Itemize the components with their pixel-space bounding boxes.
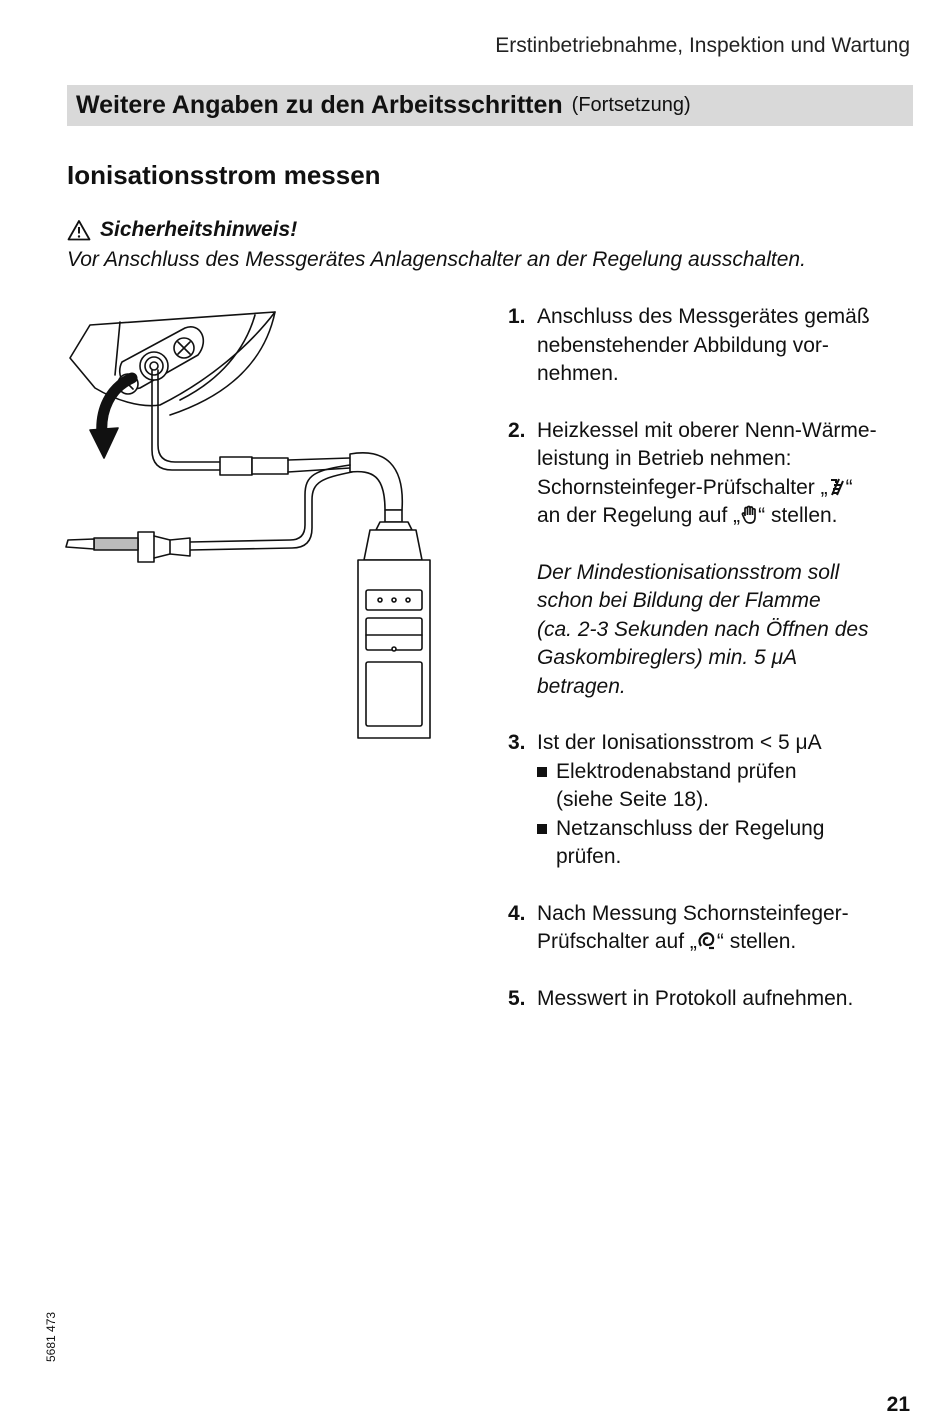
step-number: 1.: [508, 305, 526, 328]
section-title: Weitere Angaben zu den Arbeitsschritten: [76, 91, 563, 119]
step-list: [508, 303, 928, 1013]
step-text-line: Anschluss des Messgerätes gemäß: [537, 305, 870, 328]
note-line: Gaskombireglers) min. 5 μA: [537, 646, 798, 669]
document-number: 5681 473: [44, 1311, 58, 1362]
section-subtitle: (Fortsetzung): [571, 94, 691, 116]
step-text-line: Prüfschalter auf „ “ stellen.: [537, 930, 797, 953]
hand-manual-icon: [740, 505, 758, 525]
step-text-line: Messwert in Protokoll aufnehmen.: [537, 986, 854, 1010]
step-text-line: Nach Messung Schornsteinfeger-: [537, 901, 849, 925]
normal-operation-icon: [697, 931, 717, 951]
step-3: [508, 729, 928, 872]
step-5: [508, 985, 928, 1014]
step-text-line: leistung in Betrieb nehmen:: [537, 447, 792, 470]
step-text-line: Schornsteinfeger-Prüfschalter „ “: [537, 475, 853, 499]
section-title-bar: [67, 85, 913, 126]
step-number: 2.: [508, 418, 526, 442]
measuring-instrument: [358, 510, 430, 738]
step-number: 5.: [508, 986, 526, 1010]
step-text-line: nebenstehender Abbildung vor-: [537, 333, 829, 357]
step-1: [508, 303, 928, 389]
step-note: [537, 559, 928, 702]
bullet-item: Netzanschluss der Regelung prüfen.: [537, 815, 928, 872]
note-line: betragen.: [537, 674, 626, 698]
step-text-line: an der Regelung auf „ “ stellen.: [537, 504, 838, 527]
note-line: schon bei Bildung der Flamme: [537, 589, 821, 612]
step-number: 3.: [508, 731, 526, 754]
bullet-square-icon: [537, 767, 547, 777]
electrode-cable: [152, 370, 402, 510]
test-probe: [66, 532, 190, 562]
bullet-square-icon: [537, 824, 547, 834]
bullet-item: Elektrodenabstand prüfen (siehe Seite 18).: [537, 758, 928, 815]
warning-triangle-icon: [67, 219, 91, 241]
safety-notice-title: [67, 218, 297, 242]
running-header: Erstinbetriebnahme, Inspektion und Wartung: [495, 34, 910, 57]
step-text-line: Heizkessel mit oberer Nenn-Wärme-: [537, 418, 877, 442]
ionisation-measurement-illustration: [60, 300, 460, 750]
safety-title-text: Sicherheitshinweis!: [100, 218, 298, 241]
page-heading: Ionisationsstrom messen: [67, 160, 381, 190]
probe-cable: [190, 465, 352, 550]
arrow-head: [90, 428, 118, 458]
step-number: 4.: [508, 901, 526, 925]
note-line: (ca. 2-3 Sekunden nach Öffnen des: [537, 617, 869, 641]
step-2: [508, 417, 928, 702]
safety-notice-text: Vor Anschluss des Messgerätes Anlagenschalter an der Regelung ausschalten.: [67, 248, 806, 271]
page-number: 21: [886, 1393, 910, 1416]
step-text-line: nehmen.: [537, 362, 619, 385]
note-line: Der Mindestionisationsstrom soll: [537, 560, 840, 584]
step-4: [508, 900, 928, 957]
step-text-line: Ist der Ionisationsstrom < 5 μA: [537, 731, 822, 754]
chimney-sweep-test-icon: [828, 477, 846, 497]
